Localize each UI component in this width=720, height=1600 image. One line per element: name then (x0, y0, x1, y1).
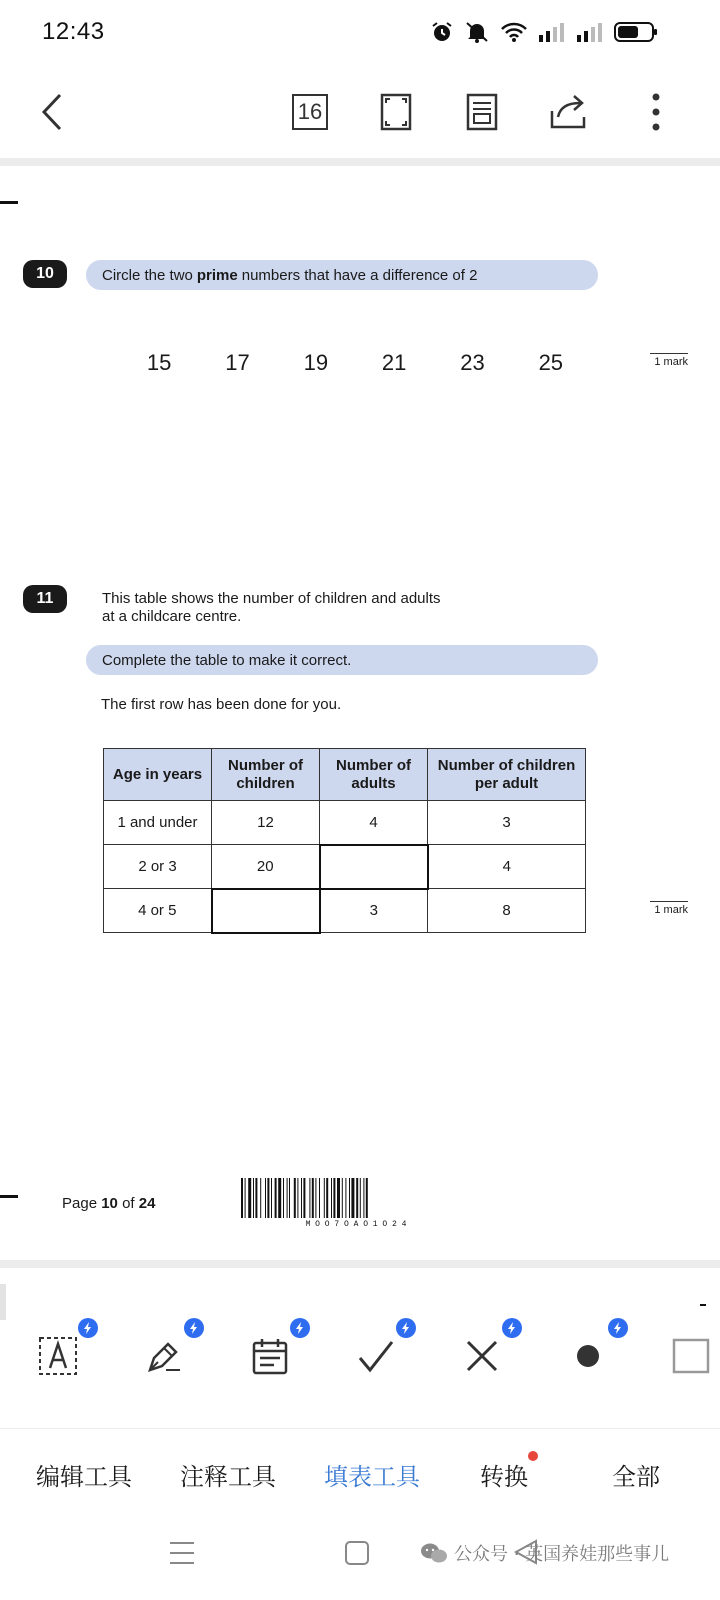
barcode-bar (248, 1178, 251, 1218)
table-cell: 20 (212, 845, 320, 889)
barcode-bar (297, 1178, 298, 1218)
bolt-badge (78, 1318, 98, 1338)
bolt-badge (608, 1318, 628, 1338)
crop-mark (0, 201, 18, 204)
signal-2-icon (576, 21, 604, 43)
barcode-bar (337, 1178, 340, 1218)
page-number: 10 (101, 1195, 118, 1212)
barcode-bar (278, 1178, 281, 1218)
more-menu-button[interactable] (632, 88, 680, 136)
mark-label: 1 mark (650, 901, 688, 916)
table-row (104, 801, 586, 845)
intro-line: This table shows the number of children and adults (102, 590, 441, 607)
tab-edit-tools[interactable]: 编辑工具 (36, 1463, 132, 1491)
battery-icon (614, 21, 658, 43)
table-cell: 1 and under (104, 801, 212, 845)
barcode-bar (283, 1178, 284, 1218)
status-bar (0, 0, 720, 64)
lightning-icon (401, 1322, 411, 1334)
barcode (241, 1178, 471, 1228)
table-cell: 2 or 3 (104, 845, 212, 889)
barcode-bar (301, 1178, 302, 1218)
question-11-intro (102, 590, 441, 626)
barcode-bar (303, 1178, 305, 1218)
back-button[interactable] (28, 88, 76, 136)
question-10-number: 10 (23, 260, 67, 288)
barcode-bar (294, 1178, 296, 1218)
barcode-bar (260, 1178, 261, 1218)
rectangle-icon (670, 1336, 710, 1376)
crop-mark (0, 1195, 18, 1198)
barcode-bar (315, 1178, 316, 1218)
table-header-row (104, 749, 586, 801)
barcode-bar (351, 1178, 354, 1218)
share-icon (548, 93, 588, 131)
barcode-bar (275, 1178, 277, 1218)
chevron-left-icon (38, 92, 66, 132)
scroll-handle[interactable] (0, 1284, 6, 1320)
more-vertical-icon (651, 92, 661, 132)
fullscreen-button[interactable] (372, 88, 420, 136)
barcode-bar (245, 1178, 246, 1218)
tab-all[interactable]: 全部 (612, 1463, 660, 1491)
question-11-note: The first row has been done for you. (101, 696, 342, 713)
number-option[interactable]: 17 (225, 350, 250, 375)
barcode-bar (366, 1178, 368, 1218)
text-box-tool[interactable] (30, 1328, 86, 1384)
document-page (0, 170, 720, 1260)
table-cell: 4 or 5 (104, 889, 212, 933)
barcode-bar (267, 1178, 269, 1218)
barcode-bar (312, 1178, 314, 1218)
reading-mode-button[interactable] (458, 88, 506, 136)
barcode-text: M O O 7 O A O 1 O 2 4 (305, 1220, 407, 1228)
page-count-button[interactable] (286, 88, 334, 136)
fullscreen-icon (380, 93, 412, 131)
bolt-badge (502, 1318, 522, 1338)
wechat-icon (420, 1542, 448, 1564)
barcode-bar (331, 1178, 332, 1218)
number-option[interactable]: 21 (381, 350, 407, 375)
mute-icon (464, 20, 490, 44)
barcode-bar (363, 1178, 364, 1218)
intro-line: at a childcare centre. (102, 608, 242, 625)
tool-category-tabs (0, 1428, 720, 1504)
page-divider (0, 1260, 720, 1268)
lightning-icon (613, 1322, 623, 1334)
tab-convert[interactable]: 转换 (480, 1463, 528, 1491)
alarm-icon (430, 20, 454, 44)
barcode-bar (326, 1178, 328, 1218)
table-row (104, 845, 586, 889)
instruction-text: Circle the two (102, 266, 193, 284)
childcare-table (103, 748, 586, 934)
number-options (120, 350, 590, 380)
page-prefix: Page (62, 1195, 98, 1212)
menu-icon (168, 1540, 196, 1566)
cross-icon (462, 1336, 502, 1376)
lightning-icon (189, 1322, 199, 1334)
barcode-bar (356, 1178, 358, 1218)
app-toolbar (0, 70, 720, 154)
table-header: Number of children per adult (428, 749, 586, 801)
number-option[interactable]: 23 (460, 350, 485, 375)
bolt-badge (184, 1318, 204, 1338)
rectangle-tool[interactable] (670, 1328, 720, 1384)
barcode-bar (255, 1178, 257, 1218)
lightning-icon (507, 1322, 517, 1334)
table-cell: 12 (212, 801, 320, 845)
table-cell: 4 (320, 801, 428, 845)
barcode-bar (345, 1178, 346, 1218)
barcode-bar (319, 1178, 320, 1218)
text-box-icon (38, 1336, 78, 1376)
instruction-text: numbers that have a difference of 2 (241, 266, 478, 284)
checkmark-icon (356, 1336, 396, 1376)
table-header: Number of children (212, 749, 320, 801)
form-tools-panel (0, 1268, 720, 1398)
tab-annotation-tools[interactable]: 注释工具 (180, 1463, 276, 1491)
answer-cell-adults[interactable] (320, 845, 428, 889)
question-11-instruction (86, 645, 598, 675)
bolt-badge (396, 1318, 416, 1338)
table-header: Number of adults (320, 749, 428, 801)
bolt-badge (290, 1318, 310, 1338)
number-option[interactable]: 25 (538, 350, 564, 375)
lightning-icon (295, 1322, 305, 1334)
barcode-bar (349, 1178, 350, 1218)
notification-dot (528, 1451, 538, 1461)
document-layout-icon (466, 93, 498, 131)
page-count: 16 (292, 94, 328, 130)
answer-cell-children[interactable] (212, 889, 320, 933)
status-icons (430, 20, 658, 44)
watermark (420, 1540, 669, 1566)
barcode-bar (309, 1178, 310, 1218)
toolbar-divider (0, 158, 720, 166)
table-cell: 3 (320, 889, 428, 933)
home-button[interactable] (344, 1540, 370, 1571)
lightning-icon (83, 1322, 93, 1334)
recent-apps-button[interactable] (168, 1540, 196, 1571)
table-cell: 4 (428, 845, 586, 889)
calendar-icon (250, 1336, 290, 1376)
cross-tool[interactable] (454, 1328, 510, 1384)
dot-icon (568, 1336, 608, 1376)
signature-tool[interactable] (136, 1328, 192, 1384)
instruction-bold-text: prime (196, 266, 238, 284)
status-time: 12:43 (42, 18, 105, 45)
mark-label: 1 mark (650, 353, 688, 368)
barcode-bar (289, 1178, 290, 1218)
number-option[interactable]: 19 (303, 350, 329, 375)
page-number-label (62, 1195, 155, 1212)
barcode-bar (271, 1178, 272, 1218)
signal-1-icon (538, 21, 566, 43)
table-header: Age in years (104, 749, 212, 801)
instruction-text: Complete the table to make it correct. (102, 651, 352, 669)
barcode-bar (265, 1178, 266, 1218)
date-tool[interactable] (242, 1328, 298, 1384)
watermark-text: 公众号 · 英国养娃那些事儿 (454, 1544, 670, 1565)
question-10-instruction (86, 260, 598, 290)
square-icon (344, 1540, 370, 1566)
check-tool[interactable] (348, 1328, 404, 1384)
pen-nib-icon (144, 1336, 184, 1376)
page-total: 24 (138, 1195, 156, 1212)
question-11-number: 11 (23, 585, 67, 613)
page-of: of (122, 1195, 135, 1212)
tab-form-tools[interactable]: 填表工具 (324, 1463, 420, 1491)
barcode-bar (241, 1178, 243, 1218)
wifi-icon (500, 20, 528, 44)
share-button[interactable] (544, 88, 592, 136)
barcode-bar (287, 1178, 288, 1218)
barcode-bar (324, 1178, 325, 1218)
barcode-bar (360, 1178, 361, 1218)
barcode-bar (333, 1178, 335, 1218)
table-cell: 8 (428, 889, 586, 933)
dot-tool[interactable] (560, 1328, 616, 1384)
barcode-bar (342, 1178, 343, 1218)
barcode-bar (253, 1178, 254, 1218)
crop-mark (700, 1304, 706, 1306)
number-option[interactable]: 15 (146, 350, 172, 375)
table-cell: 3 (428, 801, 586, 845)
table-row (104, 889, 586, 933)
